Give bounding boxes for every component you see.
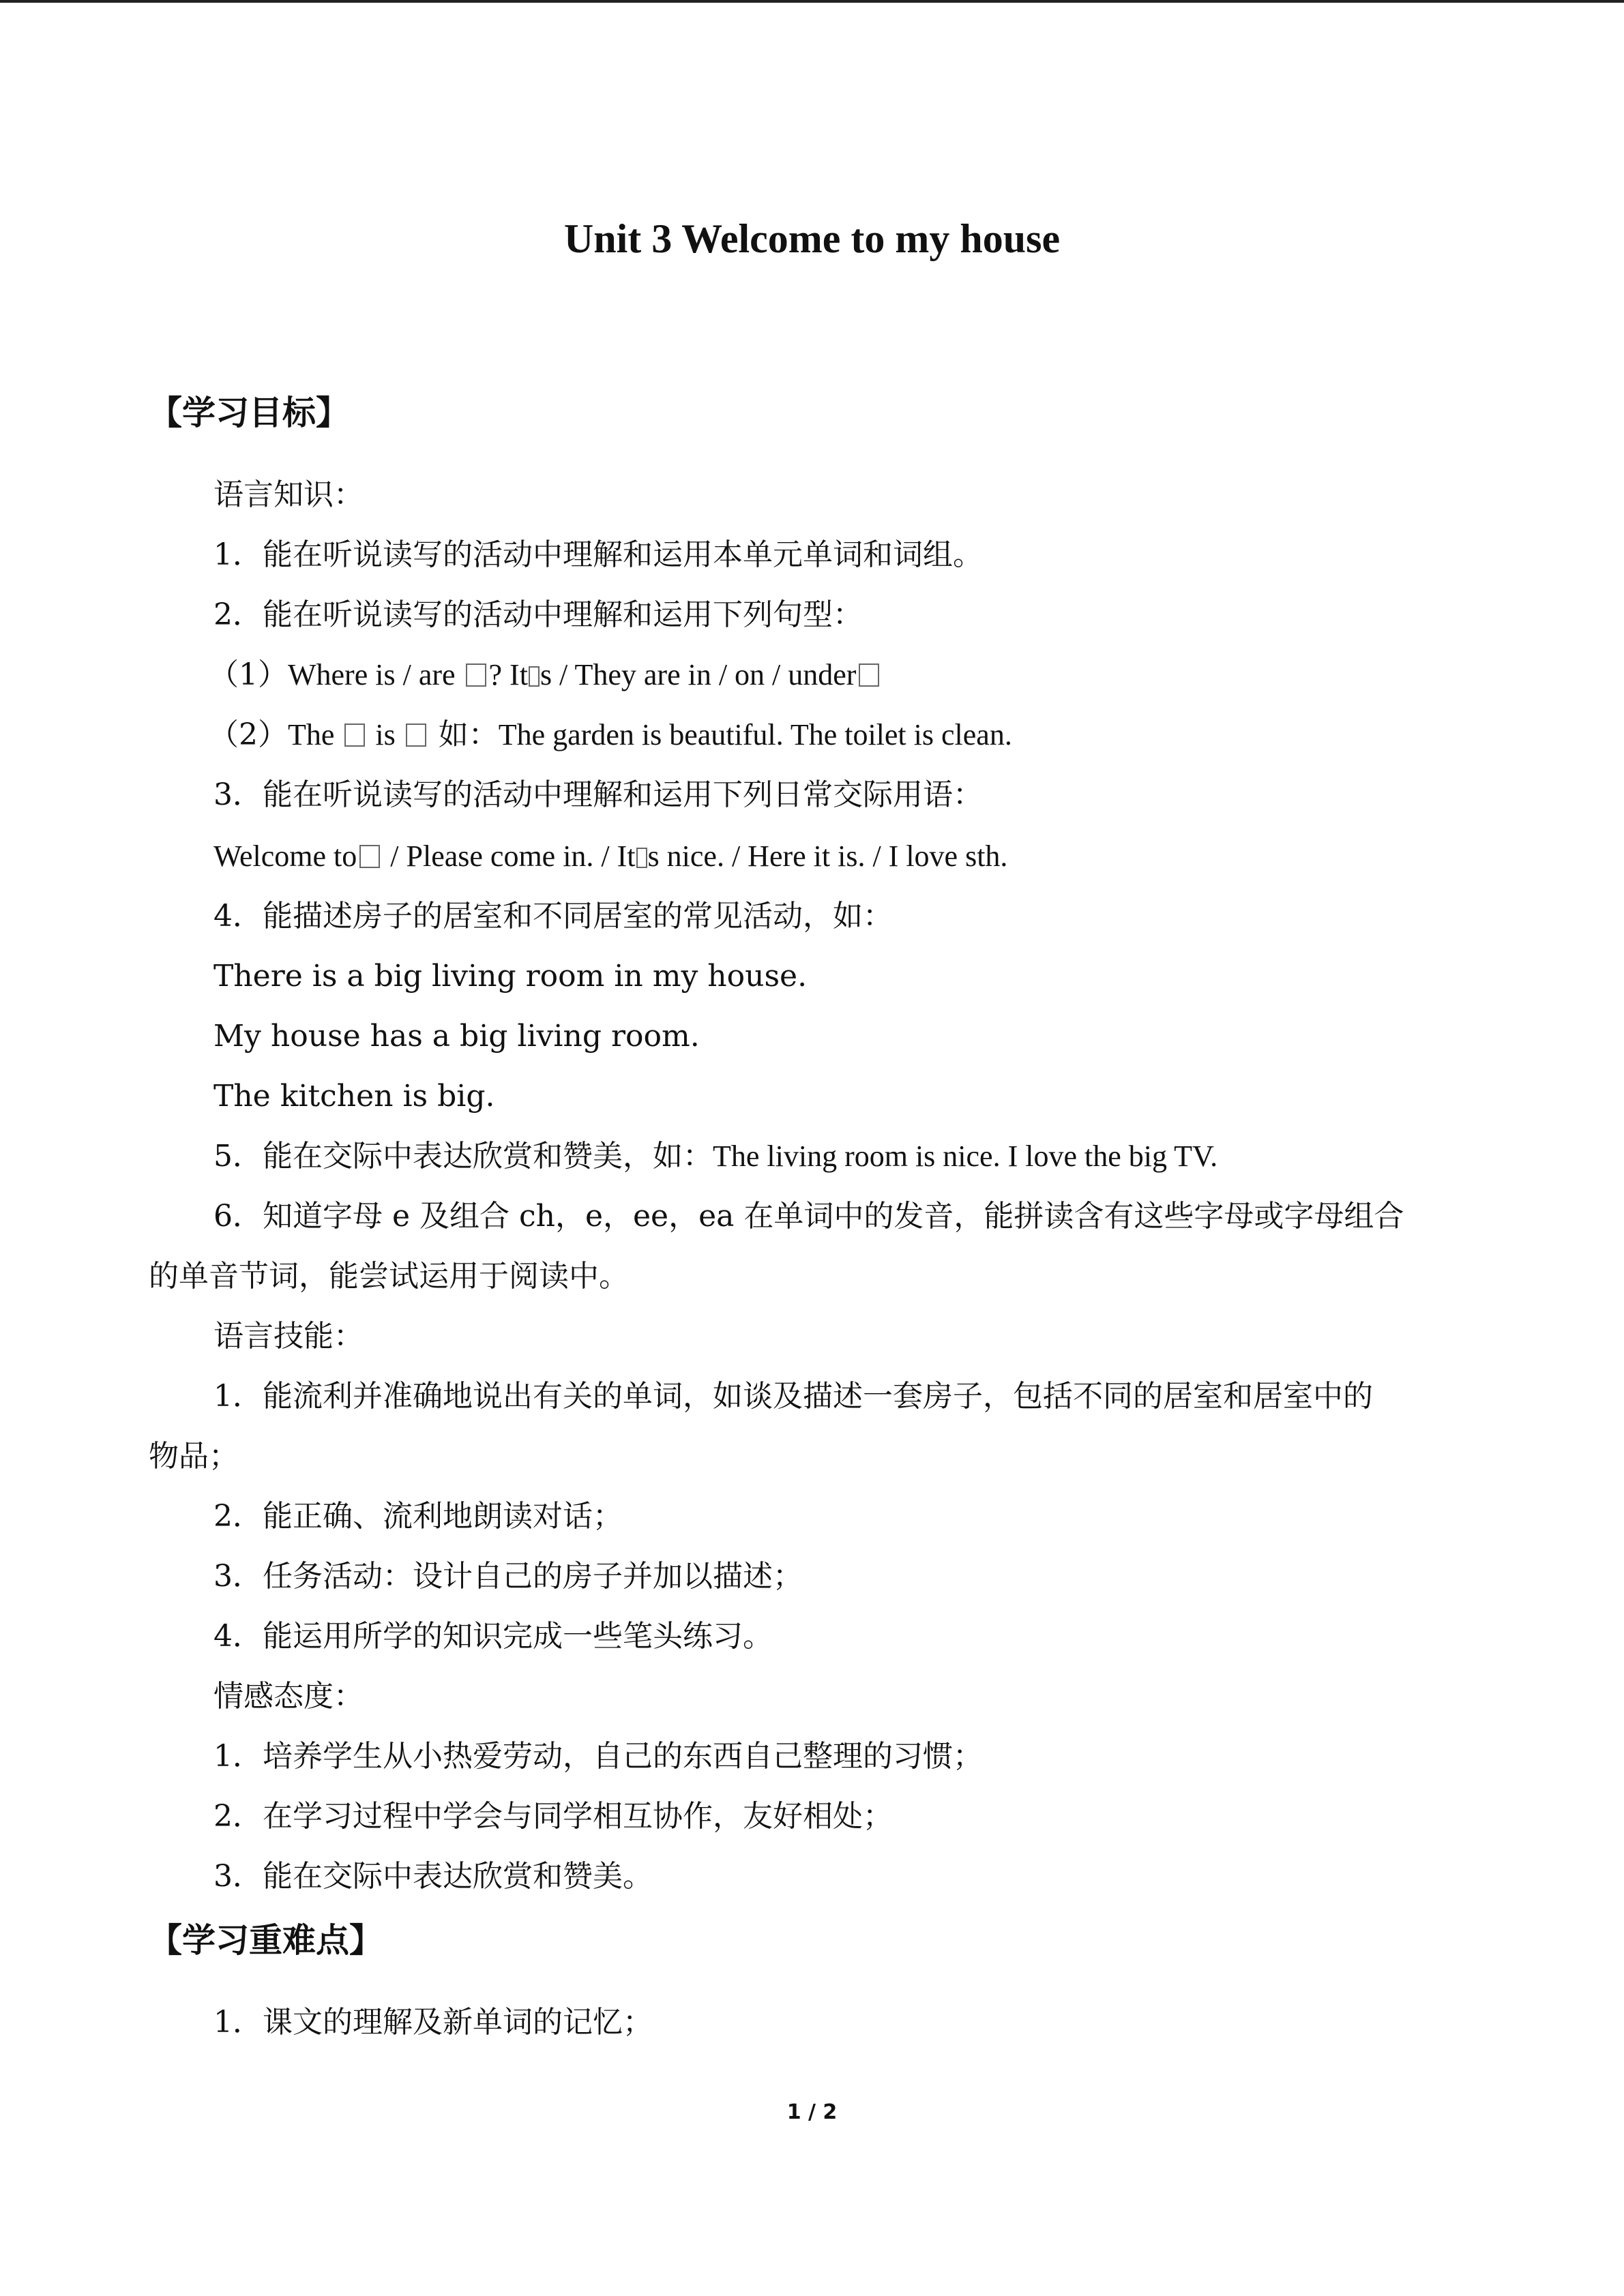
pattern-2-example: The garden is beautiful. The toilet is clean.	[498, 718, 1012, 751]
example-sentence-2: My house has a big living room.	[213, 1019, 700, 1054]
attitude-item-3: 3．能在交际中表达欣赏和赞美。	[213, 1859, 653, 1894]
knowledge-item-4: 4．能描述房子的居室和不同居室的常见活动，如：	[213, 899, 893, 934]
sentence-pattern-2	[209, 715, 1012, 756]
pattern-2-text-b: is	[368, 718, 403, 751]
skills-item-4: 4．能运用所学的知识完成一些笔头练习。	[213, 1619, 773, 1654]
pattern-2-text-a: The	[288, 718, 342, 751]
pattern-1-text-c: s / They are in / on / under	[540, 658, 857, 691]
knowledge-item-1: 1．能在听说读写的活动中理解和运用本单元单词和词组。	[213, 537, 983, 572]
expressions-text-a: Welcome to	[213, 839, 357, 873]
skills-item-1-line-1: 1．能流利并准确地说出有关的单词，如谈及描述一套房子，包括不同的居室和居室中的	[213, 1379, 1373, 1414]
knowledge-item-3: 3．能在听说读写的活动中理解和运用下列日常交际用语：	[213, 777, 983, 812]
sentence-pattern-1	[209, 655, 882, 696]
pattern-1-prefix: （1）	[209, 657, 288, 692]
expressions-text-c: s nice. / Here it is. / I love sth.	[647, 839, 1008, 873]
apostrophe-glyph-box	[529, 666, 540, 687]
blank-box	[406, 724, 426, 747]
expressions-line	[213, 836, 1007, 877]
knowledge-item-2: 2．能在听说读写的活动中理解和运用下列句型：	[213, 597, 863, 632]
section-heading-key-points: 【学习重难点】	[149, 1920, 383, 1960]
skills-item-3: 3．任务活动：设计自己的房子并加以描述；	[213, 1559, 803, 1594]
pattern-2-prefix: （2）	[209, 717, 288, 752]
knowledge-label: 语言知识：	[213, 477, 364, 512]
blank-box	[359, 845, 380, 868]
pattern-2-example-label: 如：	[428, 717, 499, 752]
pattern-1-text-a: Where is / are	[288, 658, 463, 691]
apostrophe-glyph-box	[636, 848, 647, 868]
blank-box	[859, 664, 879, 687]
section-heading-objectives: 【学习目标】	[149, 393, 350, 432]
expressions-text-b: / Please come in. / It	[383, 839, 636, 873]
skills-item-2: 2．能正确、流利地朗读对话；	[213, 1499, 623, 1534]
key-point-1: 1．课文的理解及新单词的记忆；	[213, 2005, 653, 2040]
item-5-text: 5．能在交际中表达欣赏和赞美，如：	[213, 1139, 713, 1174]
knowledge-item-6-line-2: 的单音节词，能尝试运用于阅读中。	[149, 1259, 629, 1294]
example-sentence-1: There is a big living room in my house.	[213, 959, 808, 994]
knowledge-item-6-line-1: 6．知道字母 e 及组合 ch，e，ee，ea 在单词中的发音，能拼读含有这些字母或字母组合	[213, 1199, 1404, 1234]
document-title: Unit 3 Welcome to my house	[563, 216, 1061, 261]
skills-label: 语言技能：	[213, 1319, 364, 1354]
attitude-label: 情感态度：	[213, 1679, 364, 1714]
knowledge-item-5	[213, 1136, 1217, 1177]
attitude-item-1: 1．培养学生从小热爱劳动，自己的东西自己整理的习惯；	[213, 1739, 983, 1774]
attitude-item-2: 2．在学习过程中学会与同学相互协作，友好相处；	[213, 1799, 893, 1834]
skills-item-1-line-2: 物品；	[149, 1439, 239, 1474]
blank-box	[344, 724, 365, 747]
example-sentence-3: The kitchen is big.	[213, 1079, 495, 1114]
page-number: 1 / 2	[786, 2100, 838, 2124]
pattern-1-text-b: ? It	[488, 658, 528, 691]
item-5-example: The living room is nice. I love the big TV.	[713, 1139, 1218, 1173]
blank-box	[466, 664, 486, 687]
top-border	[0, 0, 1624, 3]
